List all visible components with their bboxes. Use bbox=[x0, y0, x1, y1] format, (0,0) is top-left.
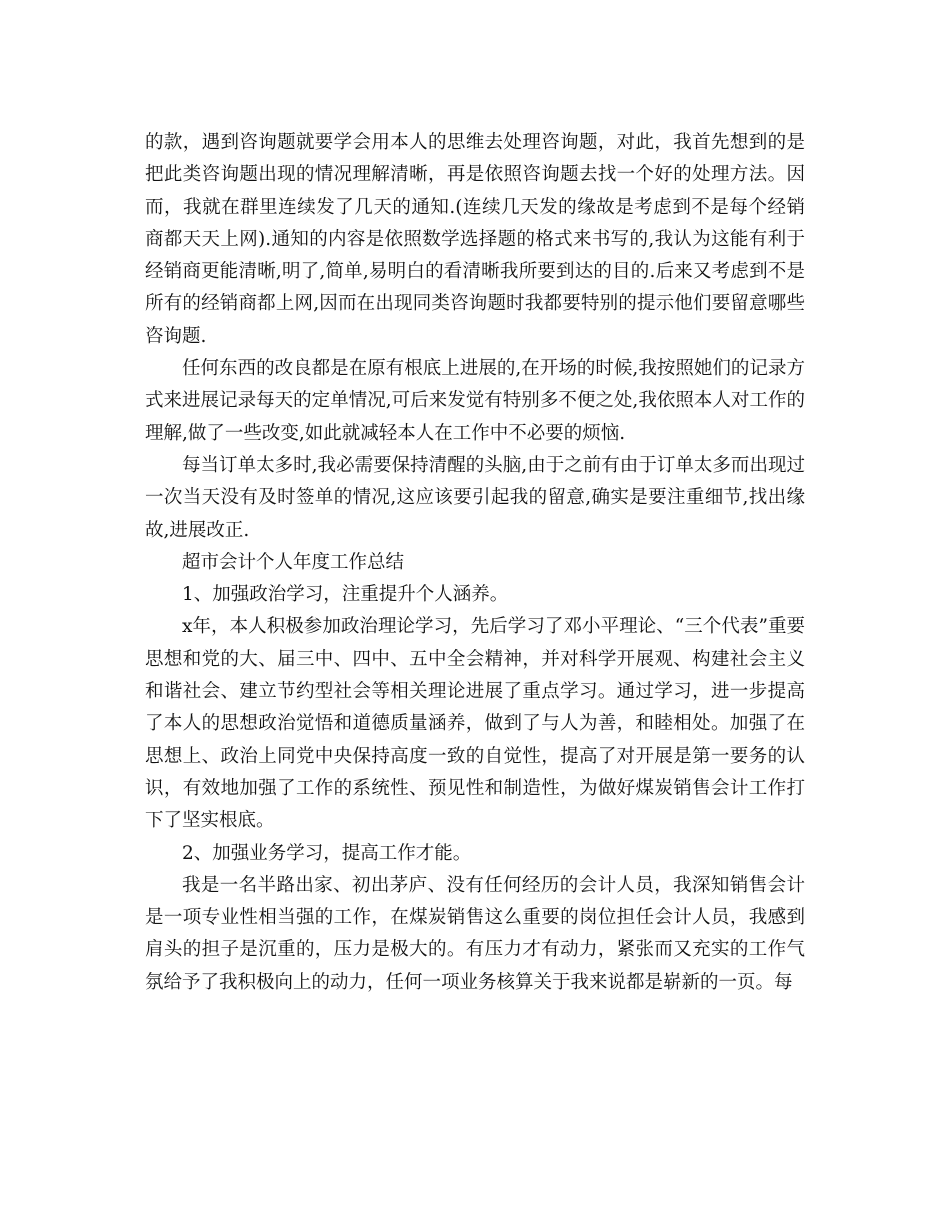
heading-political-study: 1、加强政治学习，注重提升个人涵养。 bbox=[182, 584, 509, 606]
document-body bbox=[145, 127, 805, 999]
paragraph-business-study: 我是一名半路出家、初出茅庐、没有任何经历的会计人员，我深知销售会计是一项专业性相当强的工作，在煤炭销售这么重要的岗位担任会计人员，我感到肩头的担子是沉重的，压力是极大的。有压力才有动力，紧张而又充实的工作气氛给予了我积极向上的动力，任何一项业务核算关于我来说都是崭新的一页。每 bbox=[145, 874, 805, 993]
paragraph-3: 每当订单太多时,我必需要保持清醒的头脑,由于之前有由于订单太多而出现过一次当天没有及时签单的情况,这应该要引起我的留意,确实是要注重细节,找出缘故,进展改正. bbox=[145, 454, 805, 541]
paragraph-political-study: x年，本人积极参加政治理论学习，先后学习了邓小平理论、“三个代表”重要思想和党的大、届三中、四中、五中全会精神，并对科学开展观、构建社会主义和谐社会、建立节约型社会等相关理论进展了重点学习。通过学习，进一步提高了本人的思想政治觉悟和道德质量涵养，做到了与人为善，和睦相处。加强了在思想上、政治上同党中央保持高度一致的自觉性，提高了对开展是第一要务的认识，有效地加强了工作的系统性、预见性和制造性，为做好煤炭销售会计工作打下了坚实根底。 bbox=[145, 616, 805, 832]
paragraph-1: 的款，遇到咨询题就要学会用本人的思维去处理咨询题，对此，我首先想到的是把此类咨询题出现的情况理解清晰，再是依照咨询题去找一个好的处理方法。因而，我就在群里连续发了几天的通知.(连续几天发的缘故是考虑到不是每个经销商都天天上网).通知的内容是依照数学选择题的格式来书写的,我认为这能有利于经销商更能清晰,明了,简单,易明白的看清晰我所要到达的目的.后来又考虑到不是所有的经销商都上网,因而在出现同类咨询题时我都要特别的提示他们要留意哪些咨询题. bbox=[145, 132, 805, 347]
heading-business-study: 2、加强业务学习，提高工作才能。 bbox=[182, 842, 472, 864]
paragraph-2: 任何东西的改良都是在原有根底上进展的,在开场的时候,我按照她们的记录方式来进展记录每天的定单情况,可后来发觉有特别多不便之处,我依照本人对工作的理解,做了一些改变,如此就减轻本人在工作中不必要的烦恼. bbox=[145, 358, 805, 444]
section-title: 超市会计个人年度工作总结 bbox=[182, 551, 405, 573]
